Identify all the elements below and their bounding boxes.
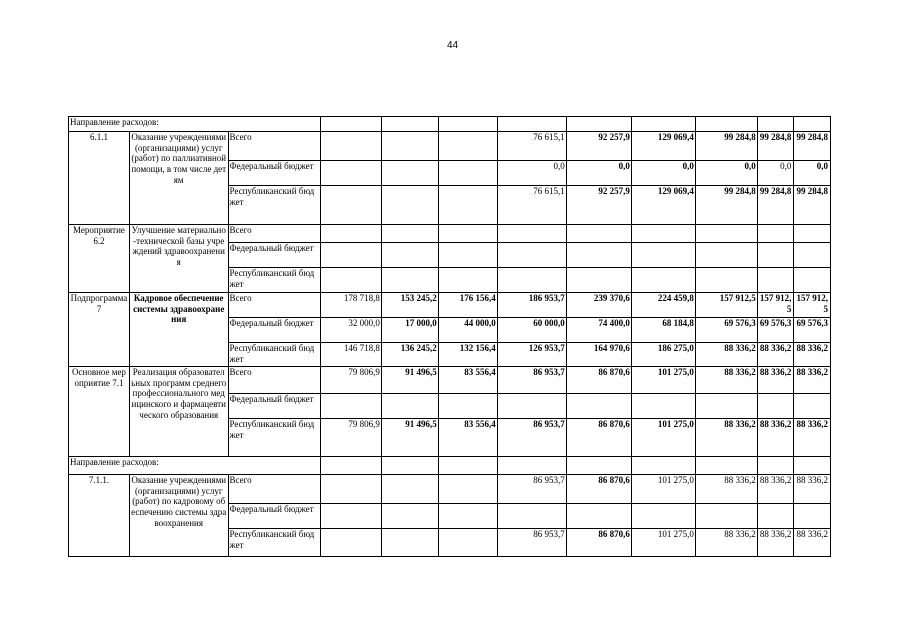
- value-cell: 88 336,2: [695, 367, 757, 394]
- value-cell: 69 576,3: [695, 318, 757, 343]
- value-cell: [320, 225, 381, 243]
- empty-cell: [497, 457, 566, 475]
- value-cell: [631, 394, 695, 419]
- funding-source: Всего: [228, 293, 320, 318]
- value-cell: [320, 161, 381, 186]
- value-cell: [566, 504, 631, 529]
- value-cell: 186 275,0: [631, 343, 695, 367]
- value-cell: 0,0: [497, 161, 566, 186]
- value-cell: 88 336,2: [757, 419, 794, 457]
- value-cell: 68 184,8: [631, 318, 695, 343]
- value-cell: [757, 243, 794, 268]
- value-cell: 88 336,2: [794, 419, 831, 457]
- section-header: Направление расходов:: [69, 117, 321, 132]
- row-code: 7.1.1.: [69, 475, 130, 557]
- value-cell: 86 870,6: [566, 419, 631, 457]
- value-cell: 91 496,5: [381, 419, 438, 457]
- value-cell: 69 576,3: [757, 318, 794, 343]
- value-cell: 86 953,7: [497, 529, 566, 557]
- value-cell: [695, 243, 757, 268]
- value-cell: 92 257,9: [566, 132, 631, 161]
- funding-source: Республиканский бюджет: [228, 343, 320, 367]
- table-row: [69, 367, 831, 394]
- value-cell: 86 953,7: [497, 475, 566, 504]
- value-cell: 99 284,8: [757, 186, 794, 225]
- value-cell: 0,0: [566, 161, 631, 186]
- value-cell: [631, 243, 695, 268]
- value-cell: 126 953,7: [497, 343, 566, 367]
- value-cell: 239 370,6: [566, 293, 631, 318]
- value-cell: 69 576,3: [794, 318, 831, 343]
- value-cell: 157 912,5: [757, 293, 794, 318]
- empty-cell: [566, 457, 631, 475]
- value-cell: 99 284,8: [794, 186, 831, 225]
- empty-cell: [695, 457, 757, 475]
- value-cell: 186 953,7: [497, 293, 566, 318]
- value-cell: [566, 268, 631, 293]
- value-cell: 79 806,9: [320, 367, 381, 394]
- value-cell: 83 556,4: [438, 419, 497, 457]
- value-cell: 88 336,2: [695, 529, 757, 557]
- value-cell: [320, 504, 381, 529]
- value-cell: 101 275,0: [631, 367, 695, 394]
- page-number: 44: [446, 40, 459, 51]
- value-cell: 99 284,8: [695, 186, 757, 225]
- empty-cell: [695, 117, 757, 132]
- funding-source: Федеральный бюджет: [228, 318, 320, 343]
- value-cell: [757, 394, 794, 419]
- value-cell: 86 953,7: [497, 367, 566, 394]
- row-code: Основное мероприятие 7.1: [69, 367, 130, 457]
- empty-cell: [757, 117, 794, 132]
- value-cell: 88 336,2: [757, 343, 794, 367]
- funding-source: Всего: [228, 367, 320, 394]
- funding-source: Федеральный бюджет: [228, 243, 320, 268]
- value-cell: [631, 504, 695, 529]
- table-row: [69, 293, 831, 318]
- empty-cell: [794, 117, 831, 132]
- value-cell: 88 336,2: [794, 475, 831, 504]
- value-cell: [695, 268, 757, 293]
- value-cell: [381, 161, 438, 186]
- table-row: [69, 132, 831, 161]
- value-cell: [497, 504, 566, 529]
- funding-source: Всего: [228, 475, 320, 504]
- value-cell: [320, 394, 381, 419]
- value-cell: [438, 394, 497, 419]
- value-cell: [381, 504, 438, 529]
- value-cell: [695, 504, 757, 529]
- row-name: Улучшение материально-технической базы учреждений здравоохранения: [129, 225, 228, 293]
- value-cell: 178 718,8: [320, 293, 381, 318]
- value-cell: 99 284,8: [794, 132, 831, 161]
- value-cell: [320, 268, 381, 293]
- value-cell: [438, 268, 497, 293]
- value-cell: 86 870,6: [566, 475, 631, 504]
- value-cell: [497, 243, 566, 268]
- empty-cell: [438, 457, 497, 475]
- value-cell: 129 069,4: [631, 186, 695, 225]
- value-cell: 0,0: [695, 161, 757, 186]
- value-cell: 101 275,0: [631, 529, 695, 557]
- funding-source: Всего: [228, 225, 320, 243]
- value-cell: [566, 225, 631, 243]
- value-cell: 157 912,5: [794, 293, 831, 318]
- value-cell: 88 336,2: [794, 343, 831, 367]
- value-cell: [566, 243, 631, 268]
- value-cell: 86 870,6: [566, 367, 631, 394]
- value-cell: 86 870,6: [566, 529, 631, 557]
- value-cell: [695, 225, 757, 243]
- empty-cell: [381, 117, 438, 132]
- value-cell: [631, 268, 695, 293]
- value-cell: [794, 394, 831, 419]
- value-cell: 88 336,2: [794, 367, 831, 394]
- value-cell: [381, 268, 438, 293]
- value-cell: [757, 504, 794, 529]
- empty-cell: [320, 117, 381, 132]
- value-cell: [320, 186, 381, 225]
- row-name: Реализация образовательных программ среднего профессионального медицинского и фармацевтического образования: [129, 367, 228, 457]
- value-cell: [438, 475, 497, 504]
- empty-cell: [794, 457, 831, 475]
- row-code: Подпрограмма 7: [69, 293, 130, 367]
- funding-source: Республиканский бюджет: [228, 529, 320, 557]
- value-cell: [381, 394, 438, 419]
- value-cell: [381, 243, 438, 268]
- empty-cell: [381, 457, 438, 475]
- value-cell: [438, 161, 497, 186]
- row-name: Оказание учреждениями (организациями) услуг (работ) по кадровому обеспечению системы здравоохранения: [129, 475, 228, 557]
- value-cell: 17 000,0: [381, 318, 438, 343]
- funding-source: Республиканский бюджет: [228, 268, 320, 293]
- table-row: [69, 475, 831, 504]
- value-cell: 60 000,0: [497, 318, 566, 343]
- value-cell: [566, 394, 631, 419]
- row-name: Оказание учреждениями (организациями) услуг (работ) по паллиативной помощи, в том числе детям: [129, 132, 228, 225]
- value-cell: 88 336,2: [695, 419, 757, 457]
- value-cell: 88 336,2: [757, 529, 794, 557]
- value-cell: [320, 475, 381, 504]
- value-cell: [497, 268, 566, 293]
- empty-cell: [631, 117, 695, 132]
- value-cell: 164 970,6: [566, 343, 631, 367]
- funding-source: Федеральный бюджет: [228, 394, 320, 419]
- value-cell: [381, 186, 438, 225]
- value-cell: [438, 529, 497, 557]
- value-cell: [497, 225, 566, 243]
- value-cell: [794, 268, 831, 293]
- value-cell: [381, 132, 438, 161]
- value-cell: 44 000,0: [438, 318, 497, 343]
- value-cell: 153 245,2: [381, 293, 438, 318]
- value-cell: 0,0: [757, 161, 794, 186]
- value-cell: [320, 132, 381, 161]
- value-cell: [381, 529, 438, 557]
- value-cell: 101 275,0: [631, 419, 695, 457]
- value-cell: [794, 504, 831, 529]
- empty-cell: [438, 117, 497, 132]
- value-cell: 0,0: [794, 161, 831, 186]
- funding-source: Республиканский бюджет: [228, 419, 320, 457]
- value-cell: 79 806,9: [320, 419, 381, 457]
- value-cell: 132 156,4: [438, 343, 497, 367]
- empty-cell: [320, 457, 381, 475]
- value-cell: 0,0: [631, 161, 695, 186]
- section-header-row: [69, 117, 831, 132]
- value-cell: [757, 225, 794, 243]
- value-cell: [438, 225, 497, 243]
- value-cell: 91 496,5: [381, 367, 438, 394]
- value-cell: 157 912,5: [695, 293, 757, 318]
- value-cell: [438, 186, 497, 225]
- value-cell: 88 336,2: [695, 343, 757, 367]
- row-name: Кадровое обеспечение системы здравоохранения: [129, 293, 228, 367]
- empty-cell: [757, 457, 794, 475]
- value-cell: 88 336,2: [695, 475, 757, 504]
- funding-source: Федеральный бюджет: [228, 161, 320, 186]
- value-cell: 99 284,8: [757, 132, 794, 161]
- value-cell: [320, 529, 381, 557]
- value-cell: 99 284,8: [695, 132, 757, 161]
- funding-source: Всего: [228, 132, 320, 161]
- funding-source: Федеральный бюджет: [228, 504, 320, 529]
- value-cell: [794, 225, 831, 243]
- value-cell: 32 000,0: [320, 318, 381, 343]
- empty-cell: [566, 117, 631, 132]
- value-cell: [497, 394, 566, 419]
- value-cell: [695, 394, 757, 419]
- value-cell: 101 275,0: [631, 475, 695, 504]
- value-cell: [438, 132, 497, 161]
- value-cell: 76 615,1: [497, 186, 566, 225]
- value-cell: 88 336,2: [757, 475, 794, 504]
- value-cell: 129 069,4: [631, 132, 695, 161]
- row-code: 6.1.1: [69, 132, 130, 225]
- value-cell: [438, 243, 497, 268]
- value-cell: 83 556,4: [438, 367, 497, 394]
- value-cell: 88 336,2: [757, 367, 794, 394]
- empty-cell: [631, 457, 695, 475]
- value-cell: [794, 243, 831, 268]
- value-cell: [757, 268, 794, 293]
- empty-cell: [497, 117, 566, 132]
- value-cell: 224 459,8: [631, 293, 695, 318]
- value-cell: 74 400,0: [566, 318, 631, 343]
- value-cell: 136 245,2: [381, 343, 438, 367]
- section-header: Направление расходов:: [69, 457, 321, 475]
- value-cell: 88 336,2: [794, 529, 831, 557]
- budget-table: [68, 116, 831, 557]
- value-cell: 76 615,1: [497, 132, 566, 161]
- table-row: [69, 225, 831, 243]
- value-cell: [320, 243, 381, 268]
- value-cell: [381, 475, 438, 504]
- value-cell: 92 257,9: [566, 186, 631, 225]
- value-cell: [381, 225, 438, 243]
- value-cell: 86 953,7: [497, 419, 566, 457]
- row-code: Мероприятие 6.2: [69, 225, 130, 293]
- funding-source: Республиканский бюджет: [228, 186, 320, 225]
- section-header-row: [69, 457, 831, 475]
- value-cell: [438, 504, 497, 529]
- value-cell: 146 718,8: [320, 343, 381, 367]
- value-cell: 176 156,4: [438, 293, 497, 318]
- value-cell: [631, 225, 695, 243]
